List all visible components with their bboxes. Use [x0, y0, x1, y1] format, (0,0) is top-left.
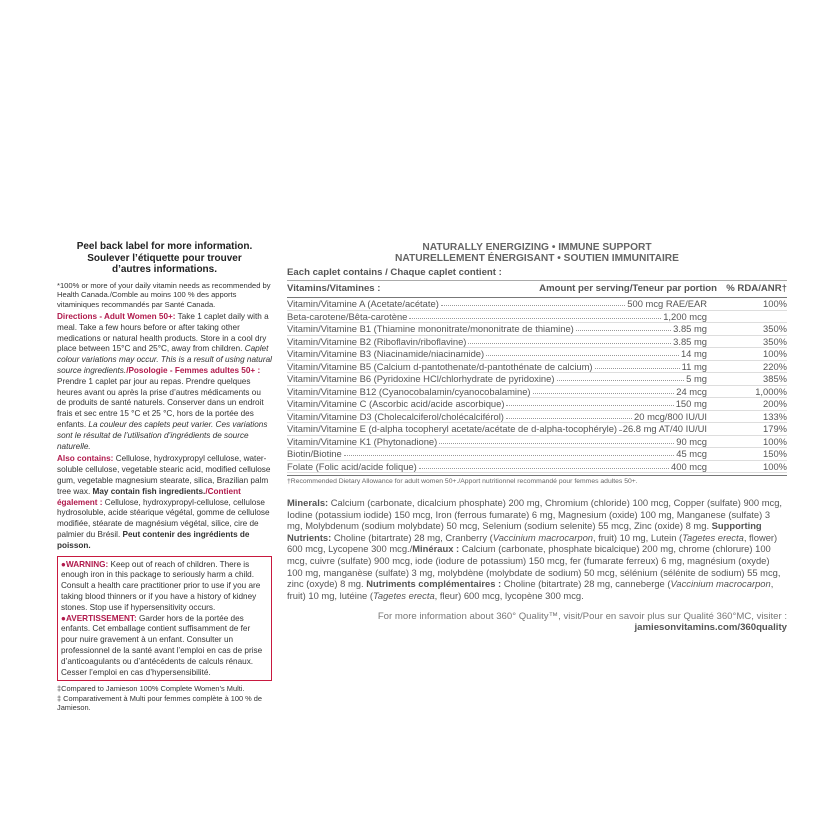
nutrient-name: Folate (Folic acid/acide folique) [287, 460, 417, 472]
nutrient-pct: 100% [725, 298, 787, 311]
avertissement-text: Garder hors de la portée des enfants. Cet emballage contient suffisamment de fer pour nuire gravement à un enfant. Consulter un professionnel de la santé avant l’emploi en cas de prise d’anticoagulants ou d’antécédents de calculs rénaux. Cesser l’emploi en cas d’hypersensibilité. [61, 613, 263, 677]
supporting-text: Choline (bitartrate) 28 mg, Cranberry ( [331, 531, 493, 543]
table-row [287, 373, 787, 386]
table-row [287, 448, 787, 461]
nutriments-text-3: , fleur) 600 mcg, lycopène 300 mcg. [434, 589, 584, 601]
nutrition-table [287, 280, 787, 473]
directions-italic: Caplet colour variations may occur. This is a result of using natural source ingredients. [57, 344, 272, 375]
nutrient-name: Beta-carotene/Bêta-carotène [287, 310, 408, 322]
directions-text: Take 1 caplet daily with a meal. Take a few hours before or after taking other medications or natural health products. Store in a cool dry place between 15°C and 25°C, away from children. [57, 312, 269, 354]
nutrient-name: Vitamin/Vitamine B3 (Niacinamide/niacinamide) [287, 348, 485, 360]
dot-leader [557, 373, 685, 381]
table-row [287, 360, 787, 373]
table-row [287, 310, 787, 323]
nutrient-name: Biotin/Biotine [287, 448, 342, 460]
posologie-title: /Posologie - Femmes adultes 50+ : [126, 365, 261, 375]
nutrient-name: Vitamin/Vitamine B5 (Calcium d-pantothenate/d-pantothénate de calcium) [287, 360, 593, 372]
nutrient-name: Vitamin/Vitamine D3 (Cholecalciferol/cholécalciférol) [287, 410, 504, 422]
nutrient-name: Vitamin/Vitamine A (Acetate/acétate) [287, 298, 439, 310]
each-caplet-contains: Each caplet contains / Chaque caplet contient : [287, 267, 502, 278]
dot-leader [506, 398, 673, 406]
table-row [287, 410, 787, 423]
nutrient-name: Vitamin/Vitamine C (Ascorbic acid/acide ascorbique) [287, 398, 505, 410]
header-french: NATURELLEMENT ÉNERGISANT • SOUTIEN IMMUNITAIRE [395, 253, 679, 264]
table-row [287, 435, 787, 448]
minerals-title: Minerals: [287, 497, 329, 508]
warning-title: ●WARNING: [61, 559, 109, 569]
left-panel [57, 241, 272, 712]
table-row [287, 460, 787, 473]
nutrient-pct: 220% [725, 360, 787, 373]
more-info-link[interactable]: jamiesonvitamins.com/360quality [634, 622, 787, 634]
dot-leader [344, 448, 675, 456]
table-row [287, 348, 787, 361]
also-bold: May contain fish ingredients. [92, 486, 206, 496]
nutrient-pct: 179% [725, 423, 787, 436]
nutrient-pct: 350% [725, 335, 787, 348]
table-row [287, 385, 787, 398]
header-english: NATURALLY ENERGIZING • IMMUNE SUPPORT [422, 242, 652, 253]
supporting-italic-2: Tagetes erecta [682, 531, 744, 543]
nutrient-name: Vitamin/Vitamine E (d-alpha tocopheryl acetate/acétate de d-alpha-tocophéryle) [287, 423, 618, 435]
also-text: Cellulose, hydroxypropyl cellulose, water-soluble cellulose, vegetable stearic acid, modified cellulose gum, vegetable magnesium stearate, silica, Brazilian palm tree wax. [57, 454, 271, 496]
supporting-title: Supporting Nutrients: [287, 520, 762, 543]
right-panel [287, 242, 787, 633]
nutriments-text: Choline (bitartrate) 28 mg, canneberge ( [501, 578, 671, 590]
nutrient-amount: 1,200 mcg [663, 310, 707, 322]
nutrient-amount: 26.8 mg AT/40 IU/UI [622, 423, 707, 435]
peel-line-2: Soulever l’étiquette pour trouver [87, 252, 242, 264]
table-row [287, 398, 787, 411]
nutrient-pct [725, 310, 787, 323]
dot-leader [533, 386, 675, 394]
nutrient-pct: 133% [725, 410, 787, 423]
minerals-paragraph [287, 497, 787, 601]
rda-footnote: †Recommended Dietary Allowance for adult women 50+./Apport nutritionnel recommandé pour femmes adultes 50+. [287, 475, 787, 485]
dot-leader [468, 336, 671, 344]
posologie-text: Prendre 1 caplet par jour au repas. Prendre quelques heures avant ou après la prise d’autres médicaments ou de produits de santé naturels. Conserver dans un endroit frais et sec entre 15 °C et 25 °C, hors de la portée des enfants. [57, 376, 264, 429]
mineraux-title: Minéraux : [412, 543, 460, 555]
directions [57, 312, 272, 452]
nutrient-pct: 1,000% [725, 385, 787, 398]
nutrient-pct: 100% [725, 348, 787, 361]
nutrient-name: Vitamin/Vitamine B12 (Cyanocobalamin/cyanocobalamine) [287, 385, 531, 397]
nutrient-pct: 200% [725, 398, 787, 411]
dot-leader [441, 298, 625, 306]
nutrient-amount: 45 mcg [676, 448, 707, 460]
contient-bold: Peut contenir des ingrédients de poisson. [57, 529, 250, 550]
table-row [287, 423, 787, 436]
dot-leader [486, 348, 679, 356]
supporting-italic: Vaccinium macrocarpon [492, 531, 594, 543]
nutrient-name: Vitamin/Vitamine B2 (Riboflavin/riboflavine) [287, 335, 467, 347]
more-info [287, 611, 787, 633]
supporting-text-3: , flower) 600 mcg, Lycopene 300 mcg./ [287, 531, 778, 555]
table-header-row [287, 281, 787, 298]
dot-leader [576, 323, 671, 331]
nutrient-pct: 100% [725, 460, 787, 473]
table-row [287, 335, 787, 348]
nutriments-italic-2: Tagetes erecta [372, 589, 435, 601]
also-contains [57, 454, 272, 551]
nutriments-text-2: , fruit) 10 mg, lutéine ( [287, 578, 774, 601]
col-name-header: Vitamins/Vitamines : [287, 281, 434, 298]
rda-note: *100% or more of your daily vitamin needs as recommended by Health Canada./Comble au moins 100 % des apports vitaminiques recommandés par Santé Canada. [57, 280, 271, 309]
posologie-italic: La couleur des caplets peut varier. Ces variations sont le résultat de l’utilisation d’ingrédients de source naturelle. [57, 419, 268, 451]
footnotes [57, 684, 272, 712]
peel-line-3: d’autres informations. [111, 264, 217, 275]
nutrient-name: Vitamin/Vitamine K1 (Phytonadione) [287, 435, 438, 447]
avertissement-title: ●AVERTISSEMENT: [61, 613, 137, 623]
col-amount-header: Amount per serving/Teneur par portion [434, 281, 725, 298]
nutrient-name: Vitamin/Vitamine B1 (Thiamine mononitrate/mononitrate de thiamine) [287, 323, 574, 335]
nutrient-name: Vitamin/Vitamine B6 (Pyridoxine HCl/chlorhydrate de pyridoxine) [287, 373, 555, 385]
dot-leader [595, 361, 680, 369]
col-pct-header: % RDA/ANR† [725, 281, 787, 298]
nutrient-amount: 3.85 mg [673, 335, 707, 347]
table-row [287, 298, 787, 311]
nutrient-amount: 14 mg [680, 348, 707, 360]
contient-text: Cellulose, hydroxypropyl-cellulose, cellulose hydrosoluble, acide stéarique végétal, gomme de cellulose modifiée, stéarate de magnésium végétal, silice, cire de palmier du Brésil. [57, 497, 270, 539]
mineraux-text: Calcium (carbonate, phosphate bicalcique) 200 mg, chrome (chlorure) 100 mcg, cuivre (sulfate) 900 mcg, iode (iodure de potassium) 150 mcg, fer (fumarate ferreux) 6 mg, magnésium (oxyde) 100 mg, manganèse (sulfate) 3 mg, molybdène (molybdate de sodium) 50 mcg, sélénium (sélénite de sodium) 55 mcg, zinc (oxyde) 8 mg. [287, 543, 781, 590]
dot-leader [619, 423, 621, 431]
nutriments-italic: Vaccinium macrocarpon [670, 578, 771, 590]
more-info-text: For more information about 360° Quality™, visit/Pour en savoir plus sur Qualité 360°MC, visiter : [377, 611, 787, 623]
directions-title: Directions - Adult Women 50+: [57, 312, 176, 321]
nutrient-pct: 350% [725, 323, 787, 336]
nutriments-title: Nutriments complémentaires : [366, 578, 502, 590]
dot-leader [409, 311, 661, 319]
nutrient-amount: 3.85 mg [673, 323, 707, 335]
nutrient-amount: 5 mg [686, 373, 707, 385]
footnote-2: ‡ Comparativement à Multi pour femmes complète à 100 % de Jamieson. [57, 693, 262, 712]
peel-line-1: Peel back label for more information. [76, 241, 253, 252]
also-title: Also contains: [57, 454, 114, 464]
nutrient-pct: 385% [725, 373, 787, 386]
minerals-text: Calcium (carbonate, dicalcium phosphate) 200 mg, Chromium (chloride) 100 mcg, Copper (sulfate) 900 mcg, Iodine (potassium iodide) 150 mcg, Iron (ferrous fumarate) 6 mg, Magnesium (oxide) 100 mg, Manganese (sulfate) 3 mg, Molybdenum (sodium molybdate) 50 mcg, Selenium (sodium selenite) 55 mcg, Zinc (oxide) 8 mg. [287, 497, 783, 532]
nutrient-pct: 100% [725, 435, 787, 448]
dot-leader [419, 461, 669, 469]
nutrient-amount: 150 mg [675, 398, 707, 410]
warning-text: Keep out of reach of children. There is enough iron in this package to seriously harm a child. Consult a health care practitioner prior to use if you are taking blood thinners or if you have a history of kidney stones. Stop use if hypersensitivity occurs. [61, 559, 261, 612]
nutrient-amount: 400 mcg [671, 460, 707, 472]
dot-leader [439, 436, 674, 444]
table-row [287, 323, 787, 336]
nutrient-amount: 11 mg [681, 360, 707, 372]
peel-back-notice [57, 241, 272, 276]
nutrient-amount: 500 mcg RAE/EAR [627, 298, 707, 310]
supporting-text-2: , fruit) 10 mg, Lutein ( [593, 531, 683, 543]
contient-title: /Contient également : [57, 486, 241, 507]
nutrient-amount: 20 mcg/800 IU/UI [634, 410, 707, 422]
dot-leader [506, 411, 632, 419]
nutrient-amount: 24 mcg [676, 385, 707, 397]
footnote-1: ‡Compared to Jamieson 100% Complete Women’s Multi. [57, 684, 245, 694]
nutrient-amount: 90 mcg [676, 435, 707, 447]
nutrient-pct: 150% [725, 448, 787, 461]
warning-box [57, 556, 272, 682]
